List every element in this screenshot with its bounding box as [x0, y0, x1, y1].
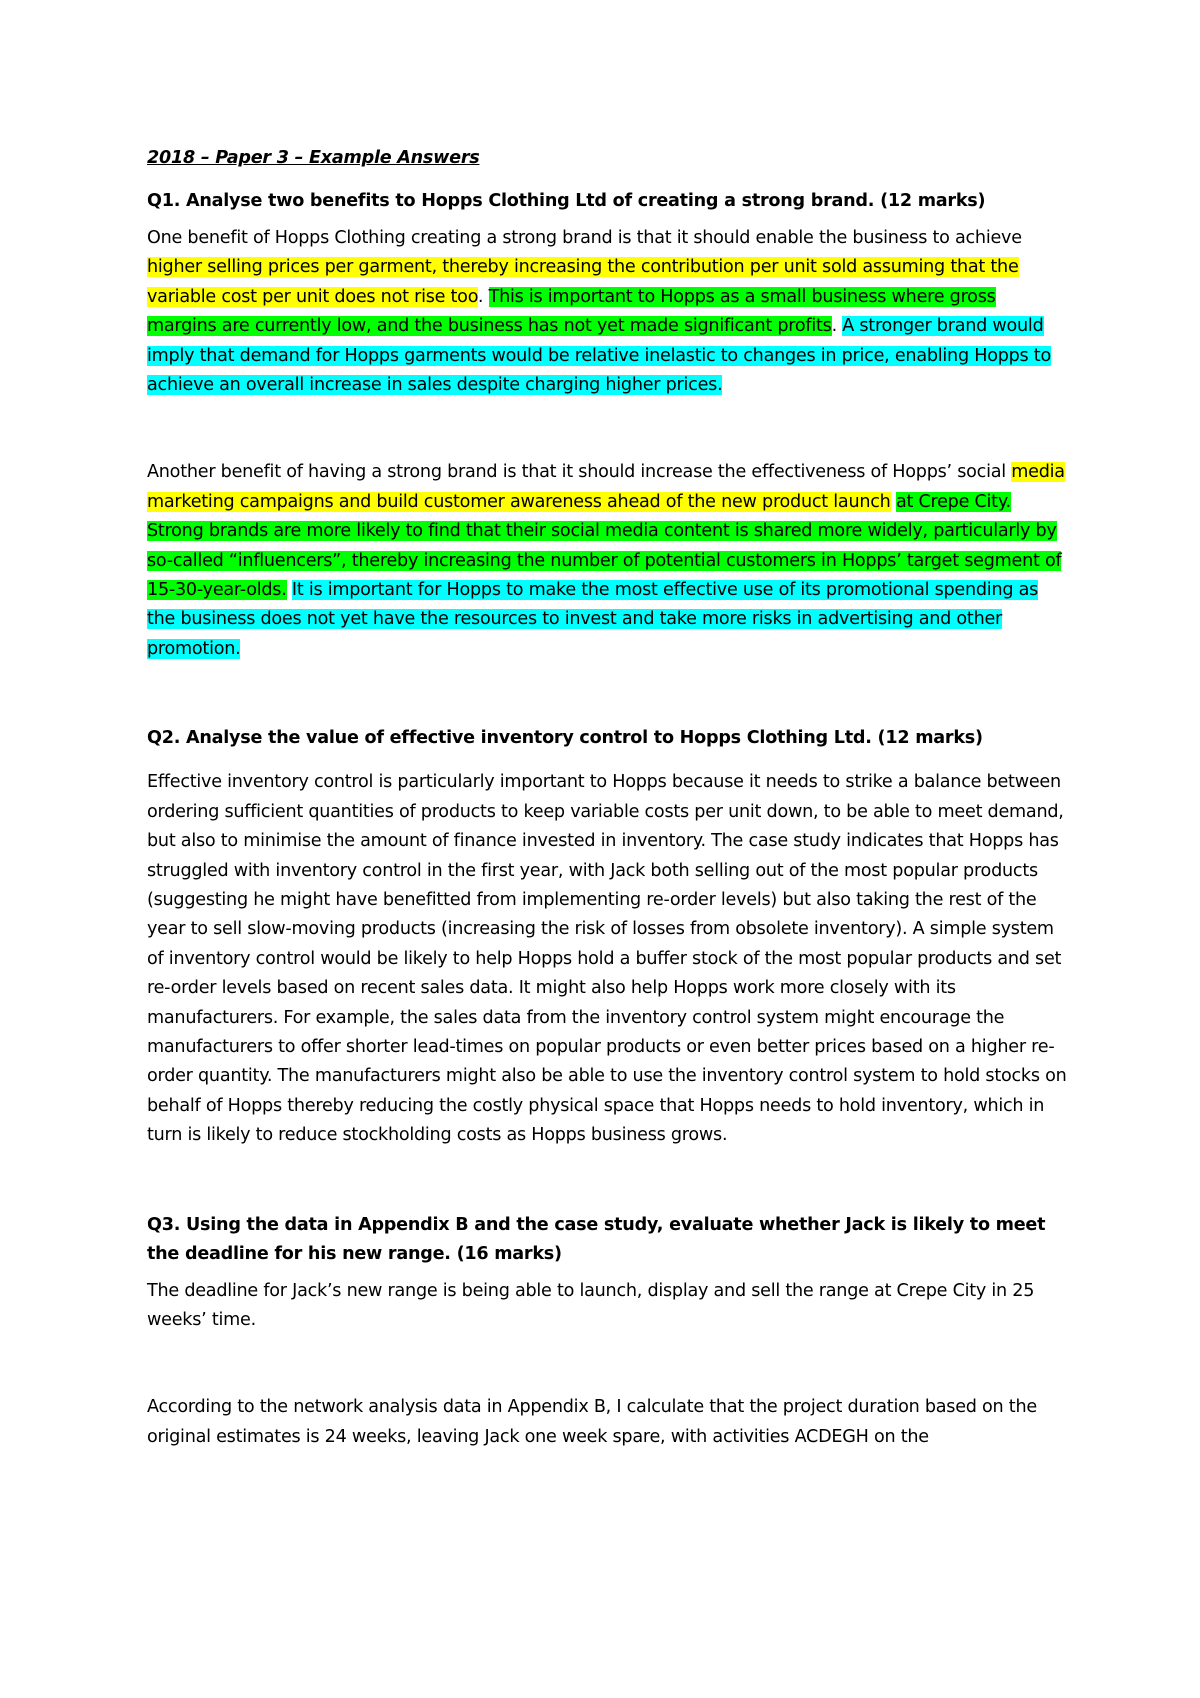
document-page [147, 147, 1067, 1452]
q1-p2-highlight-yellow: media marketing campaigns and build customer awareness ahead of the new product launch [147, 462, 1065, 512]
q3-answer-paragraph-2: According to the network analysis data in Appendix B, I calculate that the project duration based on the original estimates is 24 weeks, leaving Jack one week spare, with activities ACDEGH on the [147, 1397, 1037, 1447]
q1-p1-highlight-yellow: higher selling prices per garment, thereby increasing the contribution per unit sold assuming that the variable cost per unit does not rise too [147, 257, 1019, 307]
q1-p1-text-3: . [831, 316, 843, 337]
q1-answer-paragraph-2 [147, 458, 1067, 664]
q2-answer-paragraph: Effective inventory control is particularly important to Hopps because it needs to strike a balance between ordering sufficient quantities of products to keep variable costs per unit down, to be able to meet demand, but also to minimise the amount of finance invested in inventory. The case study indicates that Hopps has struggled with inventory control in the first year, with Jack both selling out of the most popular products (suggesting he might have benefitted from implementing re-order levels) but also taking the rest of the year to sell slow-moving products (increasing the risk of losses from obsolete inventory). A simple system of inventory control would be likely to help Hopps hold a buffer stock of the most popular products and set re-order levels based on recent sales data. It might also help Hopps work more closely with its manufacturers. For example, the sales data from the inventory control system might encourage the manufacturers to offer shorter lead-times on popular products or even better prices based on a higher re-order quantity. The manufacturers might also be able to use the inventory control system to hold stocks on behalf of Hopps thereby reducing the costly physical space that Hopps needs to hold inventory, which in turn is likely to reduce stockholding costs as Hopps business grows. [147, 772, 1067, 1146]
q1-heading: Q1. Analyse two benefits to Hopps Clothing Ltd of creating a strong brand. (12 marks) [147, 191, 986, 211]
q1-p2-text: Another benefit of having a strong brand is that it should increase the effectiveness of Hopps’ social [147, 462, 1012, 483]
q2-heading: Q2. Analyse the value of effective inventory control to Hopps Clothing Ltd. (12 marks) [147, 728, 983, 749]
q3-answer-paragraph-1: The deadline for Jack’s new range is being able to launch, display and sell the range at Crepe City in 25 weeks’ time. [147, 1280, 1035, 1330]
q1-answer-paragraph-1 [147, 224, 1067, 400]
q1-p1-highlight-cyan: A stronger brand would imply that demand for Hopps garments would be relative inelastic to changes in price, enabling Hopps to achieve an overall increase in sales despite charging higher prices. [147, 316, 1051, 396]
q3-heading: Q3. Using the data in Appendix B and the case study, evaluate whether Jack is likely to meet the deadline for his new range. (16 marks) [147, 1214, 1046, 1264]
q1-p2-highlight-green: at Crepe City. Strong brands are more likely to find that their social media content is shared more widely, particularly by so-called “influencers”, thereby increasing the number of potential customers in Hopps’ target segment of 15-30-year-olds. [147, 491, 1062, 601]
q1-p1-text-2: . [477, 286, 489, 307]
page-title: 2018 – Paper 3 – Example Answers [147, 148, 480, 168]
q1-p1-text: One benefit of Hopps Clothing creating a strong brand is that it should enable the business to achieve [147, 228, 1022, 248]
q1-p2-highlight-cyan: It is important for Hopps to make the most effective use of its promotional spending as the business does not yet have the resources to invest and take more risks in advertising and other promotion. [147, 580, 1039, 659]
q1-p1-highlight-green: This is important to Hopps as a small business where gross margins are currently low, and the business has not yet made significant profits [147, 286, 996, 337]
